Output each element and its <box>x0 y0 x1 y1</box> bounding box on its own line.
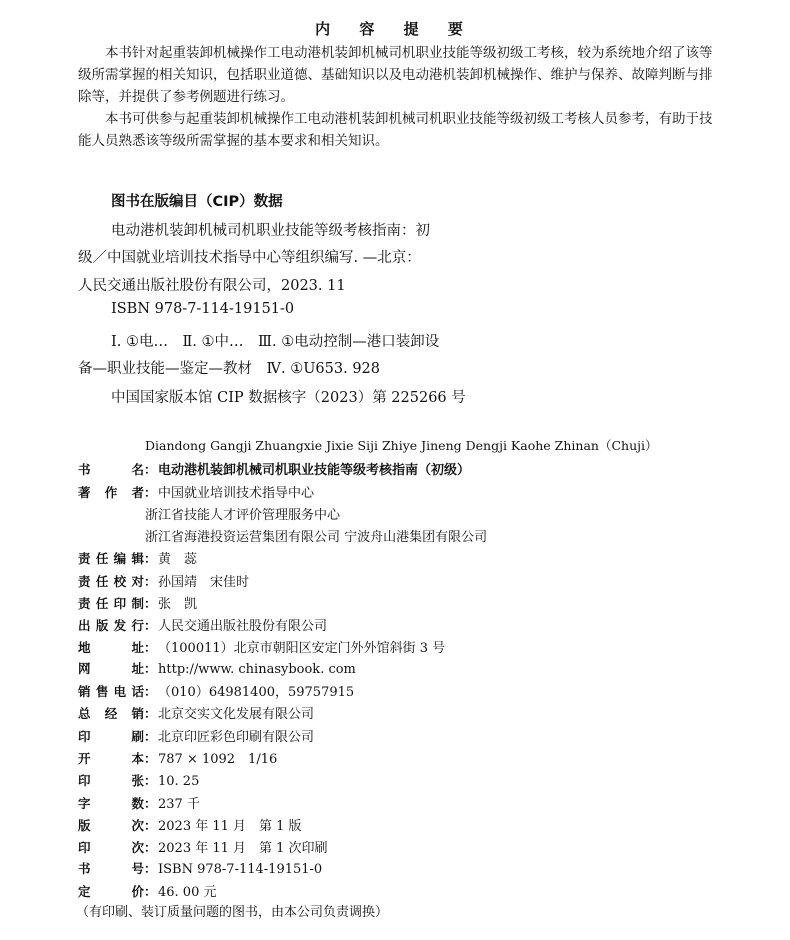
cip-line-2: 级／中国就业培训技术指导中心等组织编写. —北京： <box>78 250 421 266</box>
info-row: 出 版 发 行 ： 人民交通出版社股份有限公司 <box>78 615 327 637</box>
info-label: 著 作 者 <box>78 485 144 500</box>
info-row: 版 次 ： 2023 年 11 月 第 1 版 <box>78 815 302 837</box>
info-value: 人民交通出版社股份有限公司 <box>158 619 328 634</box>
info-label: 地 址 <box>78 640 144 655</box>
info-label: 网 址 <box>78 661 144 676</box>
info-row: 责 任 印 制 ： 张 凯 <box>78 593 197 615</box>
cip-heading: 图书在版编目（CIP）数据 <box>111 194 283 210</box>
info-row: 责 任 编 辑 ： 黄 蕊 <box>78 548 197 570</box>
info-value: 787 × 1092 1/16 <box>158 752 278 767</box>
info-label: 版 次 <box>78 818 144 833</box>
cip-line-1: 电动港机装卸机械司机职业技能等级考核指南：初 <box>111 223 430 239</box>
pinyin-title: Diandong Gangji Zhuangxie Jixie Siji Zhiye Jineng Dengji Kaohe Zhinan（Chuji） <box>145 438 658 453</box>
info-label: 总 经 销 <box>78 706 144 721</box>
info-row: 印 张 ： 10. 25 <box>78 773 200 789</box>
info-value: 46. 00 元 <box>158 885 217 900</box>
info-value-continuation: 浙江省技能人才评价管理服务中心 <box>145 508 341 523</box>
summary-paragraph-1: 本书针对起重装卸机械操作工电动港机装卸机械司机职业技能等级初级工考核，较为系统地介绍了该等级所需掌握的相关知识，包括职业道德、基础知识以及电动港机装卸机械操作、维护与保养、故障判断与排除等，并提供了参考例题进行练习。 <box>78 45 713 105</box>
info-row: 著 作 者 ： 中国就业培训技术指导中心 <box>78 482 314 504</box>
info-label: 责 任 印 制 <box>78 596 144 611</box>
info-row: 销 售 电 话 ： （010）64981400，59757915 <box>78 681 354 703</box>
info-label: 定 价 <box>78 884 144 899</box>
info-row: 地 址 ： （100011）北京市朝阳区安定门外外馆斜街 3 号 <box>78 637 445 659</box>
info-value: （100011）北京市朝阳区安定门外外馆斜街 3 号 <box>158 641 446 656</box>
info-value: 10. 25 <box>158 774 200 789</box>
info-row: 总 经 销 ： 北京交实文化发展有限公司 <box>78 703 314 725</box>
info-label: 印 次 <box>78 840 144 855</box>
info-label: 书 名 <box>78 462 144 477</box>
info-value-continuation: 浙江省海港投资运营集团有限公司 宁波舟山港集团有限公司 <box>145 530 488 545</box>
info-row: 字 数 ： 237 千 <box>78 793 200 815</box>
info-value: 237 千 <box>158 797 200 812</box>
info-value: （010）64981400，59757915 <box>158 685 355 700</box>
info-label: 开 本 <box>78 751 144 766</box>
info-row: 网 址 ： http://www. chinasybook. com <box>78 661 356 677</box>
info-row: 书 号 ： ISBN 978-7-114-19151-0 <box>78 861 323 877</box>
cip-record-number: 中国国家版本馆 CIP 数据核字（2023）第 225266 号 <box>111 390 466 406</box>
info-value: http://www. chinasybook. com <box>158 662 356 677</box>
info-value: 黄 蕊 <box>158 552 198 567</box>
info-value: 电动港机装卸机械司机职业技能等级考核指南（初级） <box>158 463 471 478</box>
info-label: 销 售 电 话 <box>78 684 144 699</box>
info-value: 北京交实文化发展有限公司 <box>158 707 315 722</box>
footer-note: （有印刷、装订质量问题的图书，由本公司负责调换） <box>76 905 389 920</box>
info-value: 北京印匠彩色印刷有限公司 <box>158 730 315 745</box>
info-label: 印 刷 <box>78 729 144 744</box>
info-value: 张 凯 <box>158 597 198 612</box>
info-label: 责 任 编 辑 <box>78 551 144 566</box>
info-row: 印 次 ： 2023 年 11 月 第 1 次印刷 <box>78 837 328 859</box>
info-row: 书 名 ： 电动港机装卸机械司机职业技能等级考核指南（初级） <box>78 459 470 481</box>
cip-line-3: 人民交通出版社股份有限公司，2023. 11 <box>78 278 346 294</box>
info-value: ISBN 978-7-114-19151-0 <box>158 862 323 877</box>
info-value: 中国就业培训技术指导中心 <box>158 486 315 501</box>
summary-paragraph-2: 本书可供参与起重装卸机械操作工电动港机装卸机械司机职业技能等级初级工考核人员参考，有助于技能人员熟悉该等级所需掌握的基本要求和相关知识。 <box>78 111 713 149</box>
info-label: 字 数 <box>78 796 144 811</box>
summary-title: 内 容 提 要 <box>315 20 475 38</box>
cip-classification-2: 备—职业技能—鉴定—教材 Ⅳ. ①U653. 928 <box>78 361 380 377</box>
info-value: 2023 年 11 月 第 1 次印刷 <box>158 841 328 856</box>
info-label: 出 版 发 行 <box>78 618 144 633</box>
summary-body <box>78 42 718 152</box>
info-value: 2023 年 11 月 第 1 版 <box>158 819 302 834</box>
cip-classification-1: Ⅰ. ①电… Ⅱ. ①中… Ⅲ. ①电动控制—港口装卸设 <box>111 334 440 350</box>
info-row: 定 价 ： 46. 00 元 <box>78 881 216 903</box>
cip-isbn: ISBN 978-7-114-19151-0 <box>111 301 295 317</box>
info-value: 孙国靖 宋佳时 <box>158 575 250 590</box>
info-row: 责 任 校 对 ： 孙国靖 宋佳时 <box>78 571 249 593</box>
info-label: 书 号 <box>78 861 144 876</box>
info-label: 责 任 校 对 <box>78 574 144 589</box>
info-row: 印 刷 ： 北京印匠彩色印刷有限公司 <box>78 726 314 748</box>
info-label: 印 张 <box>78 773 144 788</box>
info-row: 开 本 ： 787 × 1092 1/16 <box>78 748 277 770</box>
